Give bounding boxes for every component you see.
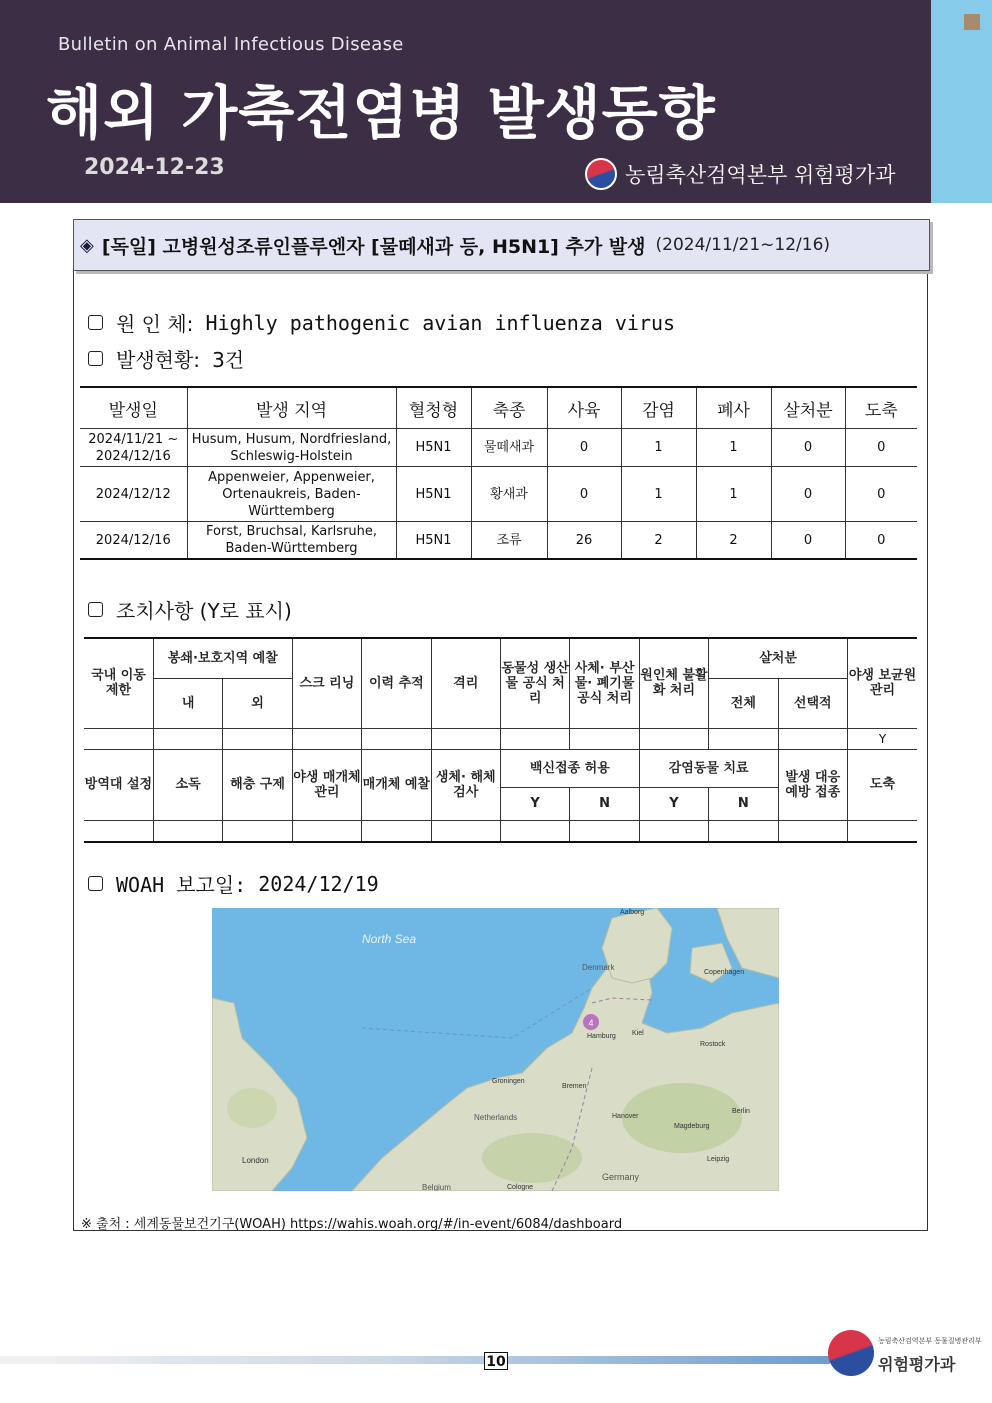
col-raised: 사육 [547,387,621,429]
value-cell [362,820,431,842]
h-vacc-y: Y [500,787,569,820]
cause-label: 원 인 체: [116,312,194,336]
h-treat-n: N [709,787,778,820]
cell-infected: 2 [621,522,696,560]
label-berlin: Berlin [732,1108,750,1115]
value-cell [847,820,917,842]
value-cell [778,820,847,842]
cell-dead: 1 [696,467,771,522]
bulletin-date: 2024-12-23 [84,155,225,180]
cell-date: 2024/11/21 ~ 2024/12/16 [80,429,187,467]
checkbox-icon [88,351,103,366]
footer-bar [0,1356,830,1364]
value-cell [153,728,222,749]
label-belgium: Belgium [422,1183,451,1191]
cell-infected: 1 [621,429,696,467]
col-dead: 폐사 [696,387,771,429]
h-screening: 스크 리닝 [292,638,361,728]
cell-dead: 1 [696,429,771,467]
value-cell [292,728,361,749]
value-cell [153,820,222,842]
cell-dead: 2 [696,522,771,560]
cell-serotype: H5N1 [396,467,471,522]
value-cell [223,820,292,842]
page-number: 10 [484,1352,508,1370]
h-wild-reservoir: 야생 보균원 관리 [847,638,917,728]
status-line [88,344,244,373]
bulletin-title: 해외 가축전염병 발생동향 [46,79,716,147]
label-bremen: Bremen [562,1083,587,1090]
h-vector-surveillance: 매개체 예찰 [362,749,431,820]
map-graphic [212,908,779,1191]
value-cell [362,728,431,749]
label-leipzig: Leipzig [707,1156,730,1163]
value-cell [709,820,778,842]
value-cell [431,820,500,842]
value-cell [84,728,153,749]
checkbox-icon [88,602,103,617]
header-side-accent [931,0,992,203]
h-domestic-movement: 국내 이동 제한 [84,638,153,728]
value-cell [223,728,292,749]
table-row [80,429,917,467]
cell-date: 2024/12/12 [80,467,187,522]
col-culled: 살처분 [771,387,845,429]
label-london: London [242,1156,269,1165]
corner-square-icon [964,14,980,30]
section-period: (2024/11/21~12/16) [655,235,831,255]
cell-species: 물떼새과 [471,429,547,467]
label-germany: Germany [602,1172,640,1182]
status-value: 3건 [212,348,245,372]
h-product-disposal: 동물성 생산물 공식 처리 [500,638,569,728]
bulletin-subtitle: Bulletin on Animal Infectious Disease [58,34,404,55]
cell-raised: 0 [547,467,621,522]
label-copenhagen: Copenhagen [704,969,745,976]
value-cell [570,820,639,842]
value-cell [84,820,153,842]
label-rostock: Rostock [700,1041,726,1048]
cell-region: Husum, Husum, Nordfriesland, Schleswig-Holstein [187,429,396,467]
header-banner [0,0,931,203]
h-outside: 외 [223,678,292,728]
value-cell [292,820,361,842]
cell-slaughtered: 0 [845,429,917,467]
government-emblem-icon [828,1330,874,1376]
label-magdeburg: Magdeburg [674,1123,710,1130]
h-lockdown-surveillance: 봉쇄·보호지역 예찰 [153,638,292,678]
label-aalborg: Aalborg [620,909,645,916]
cell-infected: 1 [621,467,696,522]
col-infected: 감염 [621,387,696,429]
section-title: [독일] 고병원성조류인플루엔자 [물떼새과 등, H5N1] 추가 발생 [101,235,646,258]
label-cologne: Cologne [507,1184,534,1191]
h-carcass-disposal: 사체· 부산물· 폐기물 공식 처리 [570,638,639,728]
woah-date: 2024/12/19 [258,871,379,896]
checkbox-icon [88,315,103,330]
value-wild-reservoir: Y [847,728,917,749]
h-zone-setting: 방역대 설정 [84,749,153,820]
label-hamburg: Hamburg [587,1033,616,1040]
org-name: 농림축산검역본부 위험평가과 [625,163,896,187]
value-cell [778,728,847,749]
section-title-bar [73,219,930,271]
value-cell [709,728,778,749]
h-quarantine: 격리 [431,638,500,728]
org-label [585,156,895,192]
table-row [80,522,917,560]
value-cell [639,820,708,842]
h-disinfection: 소독 [153,749,222,820]
cell-culled: 0 [771,522,845,560]
label-hanover: Hanover [612,1113,639,1120]
source-note: ※ 출처 : 세계동물보건기구(WOAH) https://wahis.woah.org/#/in-event/6084/dashboard [81,1217,623,1232]
label-groningen: Groningen [492,1078,525,1085]
woah-line [88,869,379,898]
h-inside: 내 [153,678,222,728]
label-kiel: Kiel [632,1030,644,1037]
label-north-sea: North Sea [362,932,417,946]
h-live-dead-inspection: 생체· 해체 검사 [431,749,500,820]
cell-culled: 0 [771,429,845,467]
h-slaughter: 도축 [847,749,917,820]
h-treat-y: Y [639,787,708,820]
value-cell [500,820,569,842]
col-serotype: 혈청형 [396,387,471,429]
government-emblem-icon [585,158,617,190]
cause-line [88,308,675,337]
cell-region: Appenweier, Appenweier, Ortenaukreis, Baden-Württemberg [187,467,396,522]
cell-slaughtered: 0 [845,522,917,560]
label-netherlands: Netherlands [474,1113,518,1122]
cell-serotype: H5N1 [396,522,471,560]
cell-raised: 26 [547,522,621,560]
cell-serotype: H5N1 [396,429,471,467]
cell-date: 2024/12/16 [80,522,187,560]
measures-label: 조치사항 (Y로 표시) [116,599,292,623]
status-label: 발생현황: [116,348,201,372]
col-species: 축종 [471,387,547,429]
col-slaughtered: 도축 [845,387,917,429]
h-pathogen-inactivation: 원인체 불활화 처리 [639,638,708,728]
value-cell [500,728,569,749]
col-date: 발생일 [80,387,187,429]
outbreak-table [80,386,917,560]
marker-count: 4 [588,1018,594,1028]
outbreak-map [212,908,779,1191]
h-culling-total: 전체 [709,678,778,728]
measures-line [88,595,292,624]
value-cell [570,728,639,749]
label-denmark: Denmark [582,963,615,972]
measures-table [84,637,917,843]
h-preventive-vaccination: 발생 대응 예방 접종 [778,749,847,820]
measures-values-row-1 [84,728,917,749]
footer-org: 위험평가과 [878,1355,956,1374]
h-vacc-n: N [570,787,639,820]
cell-species: 조류 [471,522,547,560]
value-cell [431,728,500,749]
footer-org-small: 농림축산검역본부 동물질병관리부 [878,1337,982,1345]
woah-label: WOAH 보고일: [116,873,247,897]
cause-value: Highly pathogenic avian influenza virus [205,310,676,335]
checkbox-icon [88,876,103,891]
h-vaccination: 백신접종 허용 [500,749,639,787]
measures-values-row-2 [84,820,917,842]
cell-slaughtered: 0 [845,467,917,522]
cell-culled: 0 [771,467,845,522]
h-culling: 살처분 [709,638,848,678]
diamond-bullet-icon: ◈ [80,234,94,256]
h-culling-selective: 선택적 [778,678,847,728]
col-region: 발생 지역 [187,387,396,429]
table-header-row [80,387,917,429]
h-treatment: 감염동물 치료 [639,749,778,787]
cell-raised: 0 [547,429,621,467]
value-cell [639,728,708,749]
cell-species: 황새과 [471,467,547,522]
h-traceability: 이력 추적 [362,638,431,728]
cell-region: Forst, Bruchsal, Karlsruhe, Baden-Württemberg [187,522,396,560]
h-pest-control: 해충 구제 [223,749,292,820]
table-row [80,467,917,522]
h-wild-vector: 야생 매개체 관리 [292,749,361,820]
